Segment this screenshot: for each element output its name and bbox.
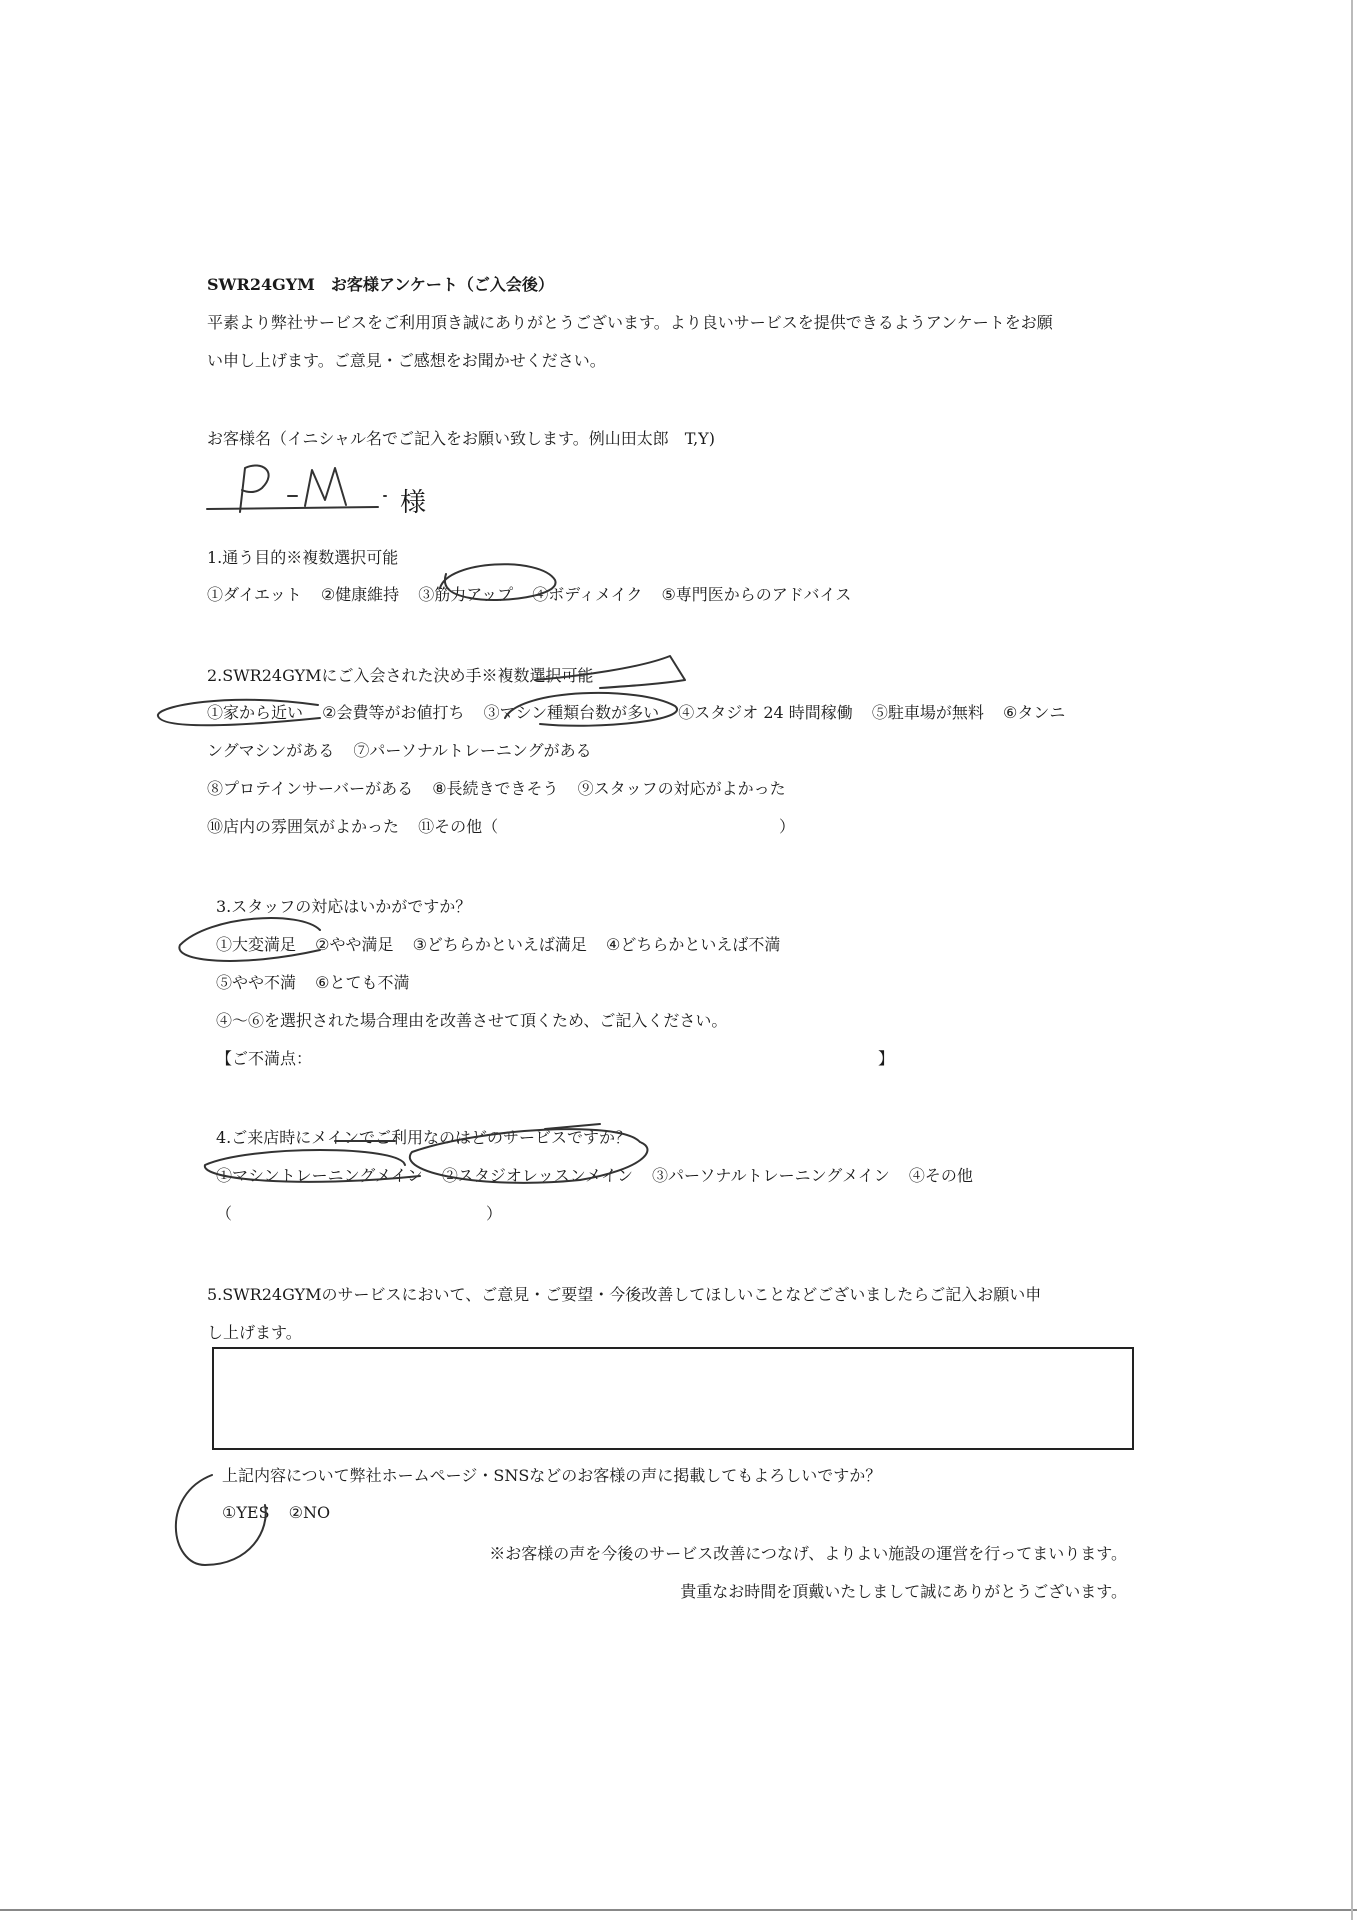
q3-complaint-label: 【ご不満点： xyxy=(216,1049,313,1068)
q2-option-6[interactable]: ⑥タンニ xyxy=(1003,703,1066,722)
q4-option-4[interactable]: ④その他 xyxy=(908,1166,973,1185)
q2-other-close-paren: ） xyxy=(779,817,796,836)
publish-option-yes[interactable]: ①YES xyxy=(222,1503,270,1522)
q2-option-8b[interactable]: ⑧長続きできそう xyxy=(432,779,559,798)
q3-options-line-1 xyxy=(216,932,780,955)
q3-option-4[interactable]: ④どちらかといえば不満 xyxy=(606,935,781,954)
q2-options-line-3 xyxy=(207,776,786,799)
footer-line-2: 貴重なお時間を頂戴いたしまして誠にありがとうございます。 xyxy=(680,1582,1127,1601)
q1-options xyxy=(207,582,851,605)
q4-question: 4.ご来店時にメインでご利用なのはどのサービスですか？ xyxy=(216,1128,631,1147)
q2-option-11[interactable]: ⑪その他（ xyxy=(418,817,499,836)
publish-options xyxy=(222,1503,330,1522)
q4-option-2[interactable]: ②スタジオレッスンメイン xyxy=(441,1166,633,1185)
q3-options-line-2 xyxy=(216,970,409,993)
q2-options-line-4 xyxy=(207,814,498,837)
scan-bottom-edge xyxy=(0,1909,1357,1911)
q2-option-7[interactable]: ⑦パーソナルトレーニングがある xyxy=(353,741,592,760)
q3-option-6[interactable]: ⑥とても不満 xyxy=(315,973,410,992)
customer-name-label: お客様名（イニシャル名でご記入をお願い致します。例山田太郎 T,Y) xyxy=(207,429,715,448)
q3-complaint-field[interactable] xyxy=(330,1042,870,1068)
q2-option-2[interactable]: ②会費等がお値打ち xyxy=(322,703,465,722)
q2-option-6-cont[interactable]: ングマシンがある xyxy=(207,741,335,760)
q1-option-4[interactable]: ④ボディメイク xyxy=(532,585,643,604)
q4-option-1[interactable]: ①マシントレーニングメイン xyxy=(216,1166,423,1185)
q3-option-2[interactable]: ②やや満足 xyxy=(315,935,394,954)
q2-option-8a[interactable]: ⑧プロテインサーバーがある xyxy=(207,779,414,798)
intro-text-line-2: い申し上げます。ご意見・ご感想をお聞かせください。 xyxy=(207,351,606,370)
q3-question: 3.スタッフの対応はいかがですか？ xyxy=(216,897,472,916)
q2-options-line-1 xyxy=(207,700,1065,723)
q3-option-3[interactable]: ③どちらかといえば満足 xyxy=(412,935,587,954)
q1-option-2[interactable]: ②健康維持 xyxy=(320,585,400,604)
q5-question-line-1: 5.SWR24GYMのサービスにおいて、ご意見・ご要望・今後改善してほしいことなどございましたらご記入お願い申 xyxy=(207,1285,1042,1304)
customer-name-honorific: 様 xyxy=(400,488,427,518)
q4-options xyxy=(216,1163,973,1186)
q2-option-1[interactable]: ①家から近い xyxy=(207,703,304,722)
q1-option-5[interactable]: ⑤専門医からのアドバイス xyxy=(661,585,852,604)
q3-option-1[interactable]: ①大変満足 xyxy=(216,935,297,954)
q2-options-line-2 xyxy=(207,738,592,761)
q3-option-5[interactable]: ⑤やや不満 xyxy=(216,973,297,992)
publish-question: 上記内容について弊社ホームページ・SNSなどのお客様の声に掲載してもよろしいですか？ xyxy=(222,1466,882,1485)
q5-answer-box[interactable] xyxy=(212,1347,1134,1450)
q5-question-line-2: し上げます。 xyxy=(207,1323,302,1342)
publish-option-no[interactable]: ②NO xyxy=(288,1503,331,1522)
survey-title: SWR24GYM お客様アンケート（ご入会後） xyxy=(207,275,554,294)
intro-text-line-1: 平素より弊社サービスをご利用頂き誠にありがとうございます。より良いサービスを提供できるようアンケートをお願 xyxy=(207,313,1053,332)
q1-question: 1.通う目的※複数選択可能 xyxy=(207,548,399,567)
q2-option-9[interactable]: ⑨スタッフの対応がよかった xyxy=(577,779,786,798)
q4-other-open-paren: （ xyxy=(216,1204,233,1223)
q2-option-5[interactable]: ⑤駐車場が無料 xyxy=(871,703,984,722)
q1-option-1[interactable]: ①ダイエット xyxy=(207,585,302,604)
scan-right-edge xyxy=(1351,0,1353,1920)
q2-question: 2.SWR24GYMにご入会された決め手※複数選択可能 xyxy=(207,666,594,685)
q4-other-close-paren: ） xyxy=(486,1204,503,1223)
q3-complaint-close: 】 xyxy=(878,1049,895,1068)
q1-option-3[interactable]: ③筋力アップ xyxy=(418,585,514,604)
q2-option-3[interactable]: ③マシン種類台数が多い xyxy=(483,703,660,722)
q3-note: ④～⑥を選択された場合理由を改善させて頂くため、ご記入ください。 xyxy=(216,1011,728,1030)
q2-option-10[interactable]: ⑩店内の雰囲気がよかった xyxy=(207,817,400,836)
q4-option-3[interactable]: ③パーソナルトレーニングメイン xyxy=(652,1166,890,1185)
footer-line-1: ※お客様の声を今後のサービス改善につなげ、よりよい施設の運営を行ってまいります。 xyxy=(489,1544,1127,1563)
q2-option-4[interactable]: ④スタジオ 24 時間稼働 xyxy=(678,703,853,722)
q4-other-field[interactable] xyxy=(240,1197,480,1223)
